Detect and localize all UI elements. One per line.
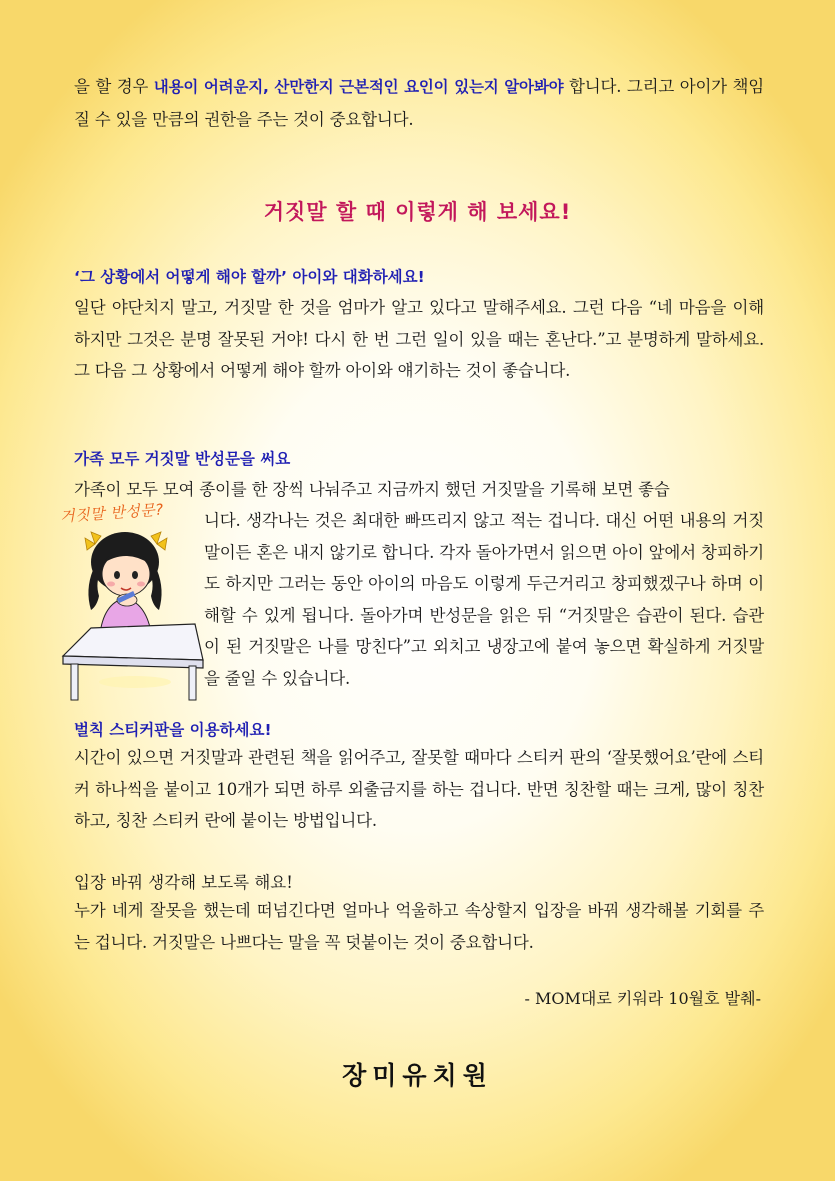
section3-body bbox=[74, 742, 764, 837]
section1-heading: ‘그 상황에서 어떻게 해야 할까’ 아이와 대화하세요! bbox=[74, 268, 425, 286]
girl-at-desk-illustration bbox=[55, 500, 215, 710]
source-citation: - MOM대로 키워라 10월호 발췌- bbox=[524, 989, 761, 1008]
section2-text: 니다. 생각나는 것은 최대한 빠뜨리지 않고 적는 겁니다. 대신 어떤 내용의 거짓말이든 혼은 내지 않기로 합니다. 각자 돌아가면서 읽으면 아이 앞에서 창피하기도 하지만 그러는 동안 아이의 마음도 이렇게 두근거리고 창피했겠구나 하며 이해할 수 있게 됩니다. 돌아가며 반성문을 읽은 뒤 “거짓말은 습관이 된다. 습관이 된 거짓말은 나를 망친다”고 외치고 냉장고에 붙여 놓으면 확실하게 거짓말을 줄일 수 있습니다. bbox=[204, 511, 764, 688]
section2-line1: 가족이 모두 모여 종이를 한 장씩 나눠주고 지금까지 했던 거짓말을 기록해 보면 좋습 bbox=[74, 480, 670, 499]
section1-body bbox=[74, 292, 764, 387]
kindergarten-name: 장미유치원 bbox=[342, 1061, 493, 1090]
section3-text: 시간이 있으면 거짓말과 관련된 책을 읽어주고, 잘못할 때마다 스티커 판의 ‘잘못했어요’란에 스티커 하나씩을 붙이고 10개가 되면 하루 외출금지를 하는 겁니다. 반면 칭찬할 때는 크게, 많이 칭찬하고, 칭찬 스티커 란에 붙이는 방법입니다. bbox=[74, 748, 764, 830]
section2-body bbox=[204, 505, 764, 694]
intro-text-post: 합니다. 그리고 아이가 책임질 수 있을 만큼의 권한을 주는 것이 중요합니다. bbox=[74, 77, 765, 129]
section3-heading: 벌칙 스티커판을 이용하세요! bbox=[74, 721, 272, 739]
section4-text: 누가 네게 잘못을 했는데 떠넘긴다면 얼마나 억울하고 속상할지 입장을 바꿔 생각해볼 기회를 주는 겁니다. 거짓말은 나쁘다는 말을 꼭 덧붙이는 것이 중요합니다. bbox=[74, 901, 765, 952]
section1-text: 일단 야단치지 말고, 거짓말 한 것을 엄마가 알고 있다고 말해주세요. 그런 다음 “네 마음을 이해 하지만 그것은 분명 잘못된 거야! 다시 한 번 그런 일이 있을 때는 혼난다.”고 분명하게 말하세요. 그 다음 그 상황에서 어떻게 해야 할까 아이와 얘기하는 것이 좋습니다. bbox=[74, 298, 764, 380]
page-title: 거짓말 할 때 이렇게 해 보세요! bbox=[263, 200, 572, 224]
illustration-label: 거짓말 반성문? bbox=[59, 500, 165, 526]
section4-body bbox=[74, 895, 764, 958]
section2-heading: 가족 모두 거짓말 반성문을 써요 bbox=[74, 450, 291, 468]
section4-heading: 입장 바꿔 생각해 보도록 해요! bbox=[74, 873, 293, 892]
intro-text-pre: 을 할 경우 bbox=[74, 77, 154, 96]
intro-paragraph bbox=[74, 71, 764, 135]
intro-highlight: 내용이 어려운지, 산만한지 근본적인 요인이 있는지 알아봐야 bbox=[153, 78, 564, 96]
